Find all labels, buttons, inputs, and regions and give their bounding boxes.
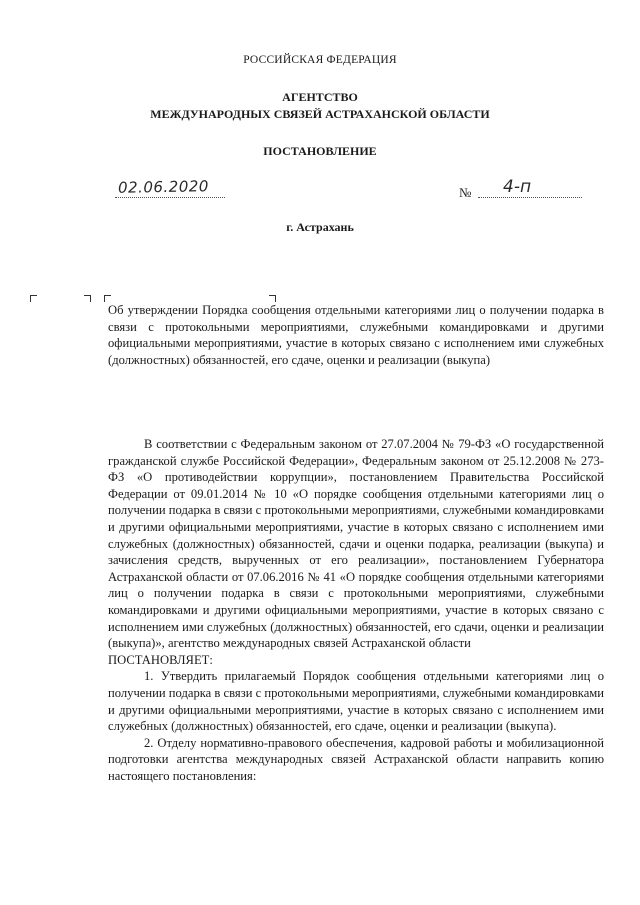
city: г. Астрахань bbox=[286, 220, 354, 234]
country-heading: РОССИЙСКАЯ ФЕДЕРАЦИЯ bbox=[243, 54, 397, 66]
document-number: 4-п bbox=[503, 177, 532, 197]
corner-mark-top-left bbox=[30, 295, 37, 302]
agency-heading-line-2: МЕЖДУНАРОДНЫХ СВЯЗЕЙ АСТРАХАНСКОЙ ОБЛАСТИ bbox=[150, 107, 490, 121]
agency-heading-line-1: АГЕНТСТВО bbox=[282, 90, 358, 104]
preamble-paragraph: В соответствии с Федеральным законом от 27.07.2004 № 79-ФЗ «О государственной гражданской службе Российской Федерации», Федеральным законом от 25.12.2008 № 273-ФЗ «О противодействии коррупции», постановлением Правительства Российской Федерации от 09.01.2014 № 10 «О порядке сообщения отдельными категориями лиц о получении подарка в связи с протокольными мероприятиями, служебными командировками и другими официальными мероприятиями, участие в которых связано с исполнением ими служебных (должностных) обязанностей, сдачи и оценки подарка, реализации (выкупа) и зачисления средств, вырученных от его реализации», постановлением Губернатора Астраханской области от 07.06.2016 № 41 «О порядке сообщения отдельными категориями лиц о получении подарка в связи с протокольными мероприятиями, служебными командировками и другими официальными мероприятиями, участие в которых связано с исполнением ими служебных (должностных) обязанностей, его сдачи, оценки и реализации (выкупа)», агентство международных связей Астраханской области bbox=[108, 437, 604, 651]
item-1-paragraph: 1. Утвердить прилагаемый Порядок сообщения отдельными категориями лиц о получении подарка в связи с протокольными мероприятиями, служебными командировками и другими официальными мероприятиями, участие в которых связано с исполнением ими служебных (должностных) обязанностей, его сдаче, оценки и реализации (выкупа). bbox=[108, 669, 604, 734]
agency-heading bbox=[0, 89, 640, 123]
document-date: 02.06.2020 bbox=[117, 177, 210, 197]
item-2-paragraph: 2. Отделу нормативно-правового обеспечения, кадровой работы и мобилизационной подготовки агентства международных связей Астраханской области направить копию настоящего постановления: bbox=[108, 735, 604, 783]
number-underline bbox=[478, 197, 582, 198]
number-label: № bbox=[459, 185, 472, 200]
subject-bracket-right bbox=[269, 295, 276, 302]
document-body bbox=[108, 436, 604, 784]
corner-mark-top-right bbox=[84, 295, 91, 302]
decree-word: ПОСТАНОВЛЯЕТ: bbox=[108, 652, 213, 667]
subject-bracket-left bbox=[104, 295, 111, 302]
document-subject: Об утверждении Порядка сообщения отдельными категориями лиц о получении подарка в связи с протокольными мероприятиями, служебными командировками и другими официальными мероприятиями, участие в которых связано с исполнением ими служебных (должностных) обязанностей, его сдаче, оценки и реализации (выкупа) bbox=[108, 303, 604, 367]
date-underline bbox=[115, 197, 225, 198]
document-type: ПОСТАНОВЛЕНИЕ bbox=[263, 144, 377, 158]
